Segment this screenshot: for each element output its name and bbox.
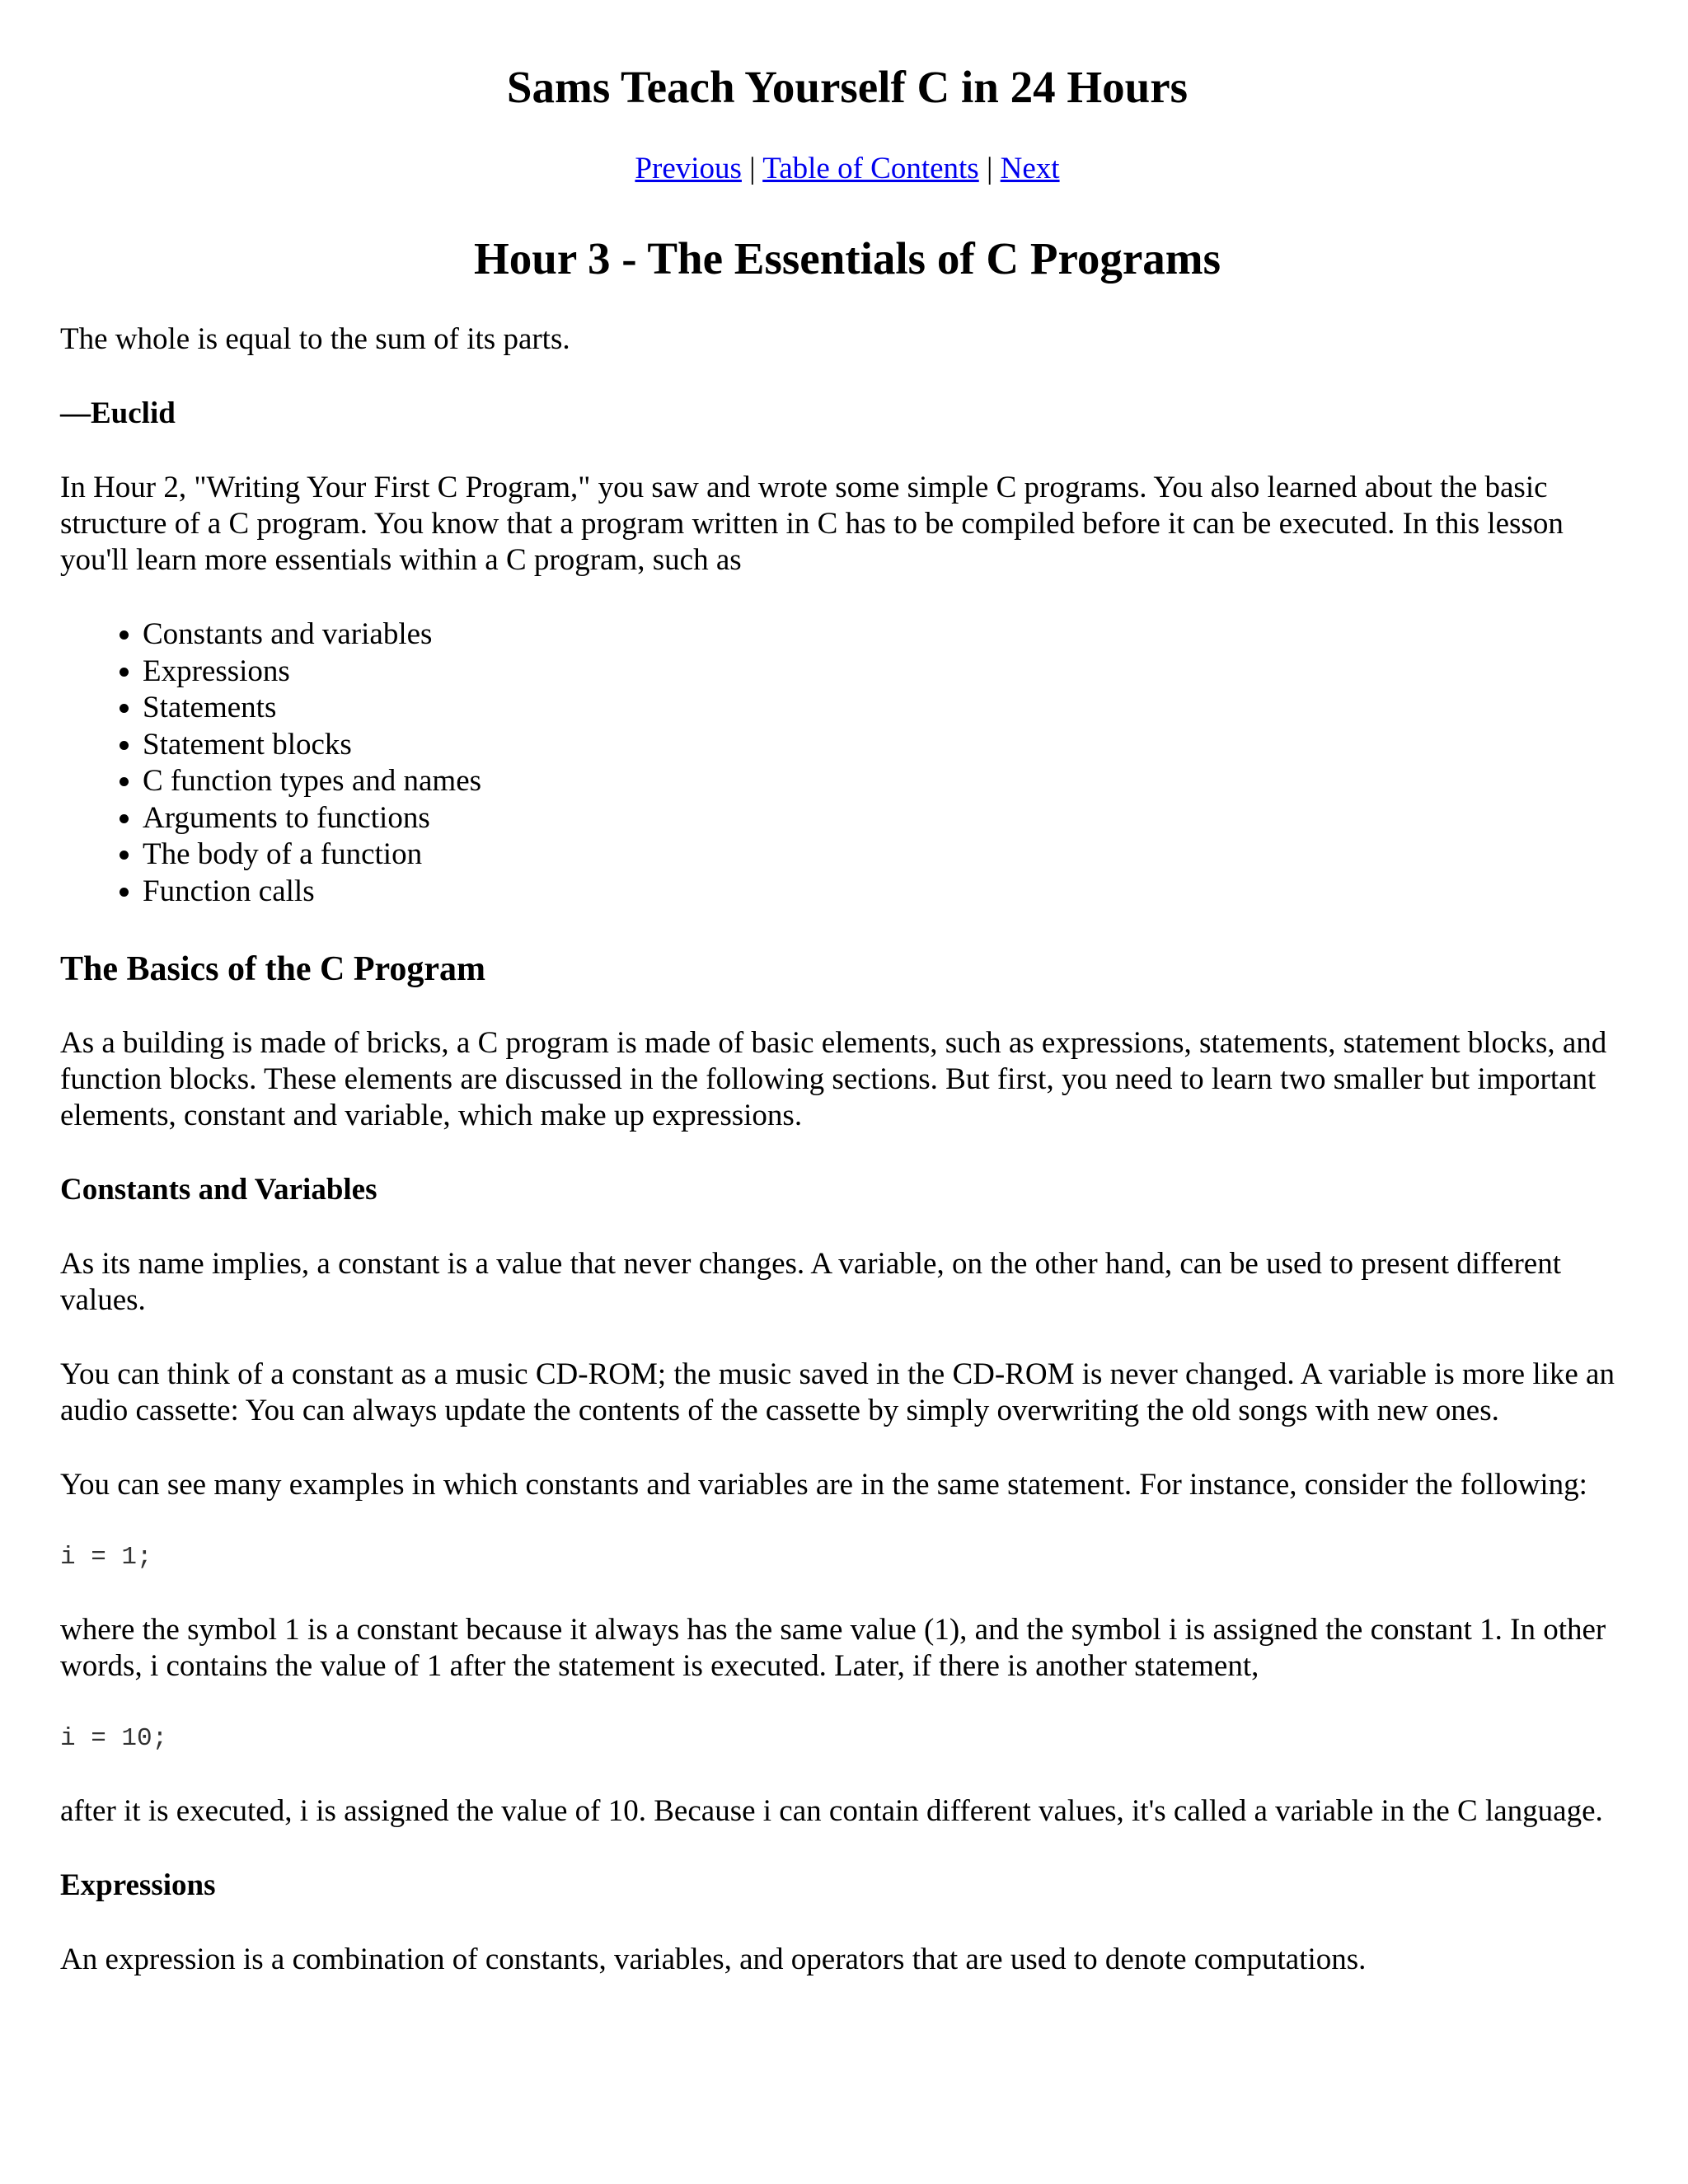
list-item: • Expressions [143,654,1634,691]
chapter-body [60,321,1634,2016]
section-heading-basics: The Basics of the C Program [60,950,485,988]
nav-separator: | [986,152,993,185]
book-title: Sams Teach Yourself C in 24 Hours [506,62,1189,112]
section-heading-constants: Constants and Variables [60,1173,377,1207]
list-item: • Constants and variables [143,616,1634,654]
code-sample-1: i = 1; [60,1543,152,1572]
constants-paragraph-2: You can think of a constant as a music CD-ROM; the music saved in the CD-ROM is never changed. A variable is more like an audio cassette: You can always update the contents of the cassette by simply overwriting the old songs with new ones. [60,1357,1615,1427]
basics-paragraph: As a building is made of bricks, a C program is made of basic elements, such as expressions, statements, statement blocks, and function blocks. These elements are discussed in the following sections. But first, you need to learn two smaller but important elements, constant and variable, which make up expressions. [60,1026,1607,1132]
list-item: • Function calls [143,874,1634,911]
epigraph-attribution: —Euclid [60,396,176,430]
constants-paragraph-5: after it is executed, i is assigned the value of 10. Because i can contain different values, it's called a variable in the C language. [60,1794,1603,1828]
expressions-paragraph-1: An expression is a combination of constants, variables, and operators that are used to denote computations. [60,1943,1367,1976]
list-item: • Statements [143,690,1634,727]
chapter-navigation [60,150,1634,188]
list-item: • Statement blocks [143,727,1634,764]
section-heading-expressions: Expressions [60,1868,216,1902]
previous-link[interactable]: Previous [635,152,742,185]
nav-separator: | [749,152,756,185]
topic-list [60,616,1634,910]
epigraph-quote: The whole is equal to the sum of its parts. [60,322,570,356]
constants-paragraph-3: You can see many examples in which constants and variables are in the same statement. For instance, consider the following: [60,1468,1587,1502]
list-item: • Arguments to functions [143,800,1634,837]
code-sample-2: i = 10; [60,1724,168,1753]
next-link[interactable]: Next [1000,152,1060,185]
intro-paragraph: In Hour 2, "Writing Your First C Program," you saw and wrote some simple C programs. You also learned about the basic structure of a C program. You know that a program written in C has to be compiled before it can be executed. In this lesson you'll learn more essentials within a C program, such as [60,471,1564,577]
table-of-contents-link[interactable]: Table of Contents [762,152,979,185]
constants-paragraph-1: As its name implies, a constant is a value that never changes. A variable, on the other hand, can be used to present different values. [60,1247,1562,1317]
hour-title: Hour 3 - The Essentials of C Programs [474,233,1221,284]
constants-paragraph-4: where the symbol 1 is a constant because it always has the same value (1), and the symbol i is assigned the constant 1. In other words, i contains the value of 1 after the statement is executed. Later, if there is another statement, [60,1613,1606,1683]
list-item: • The body of a function [143,837,1634,874]
list-item: • C function types and names [143,763,1634,800]
